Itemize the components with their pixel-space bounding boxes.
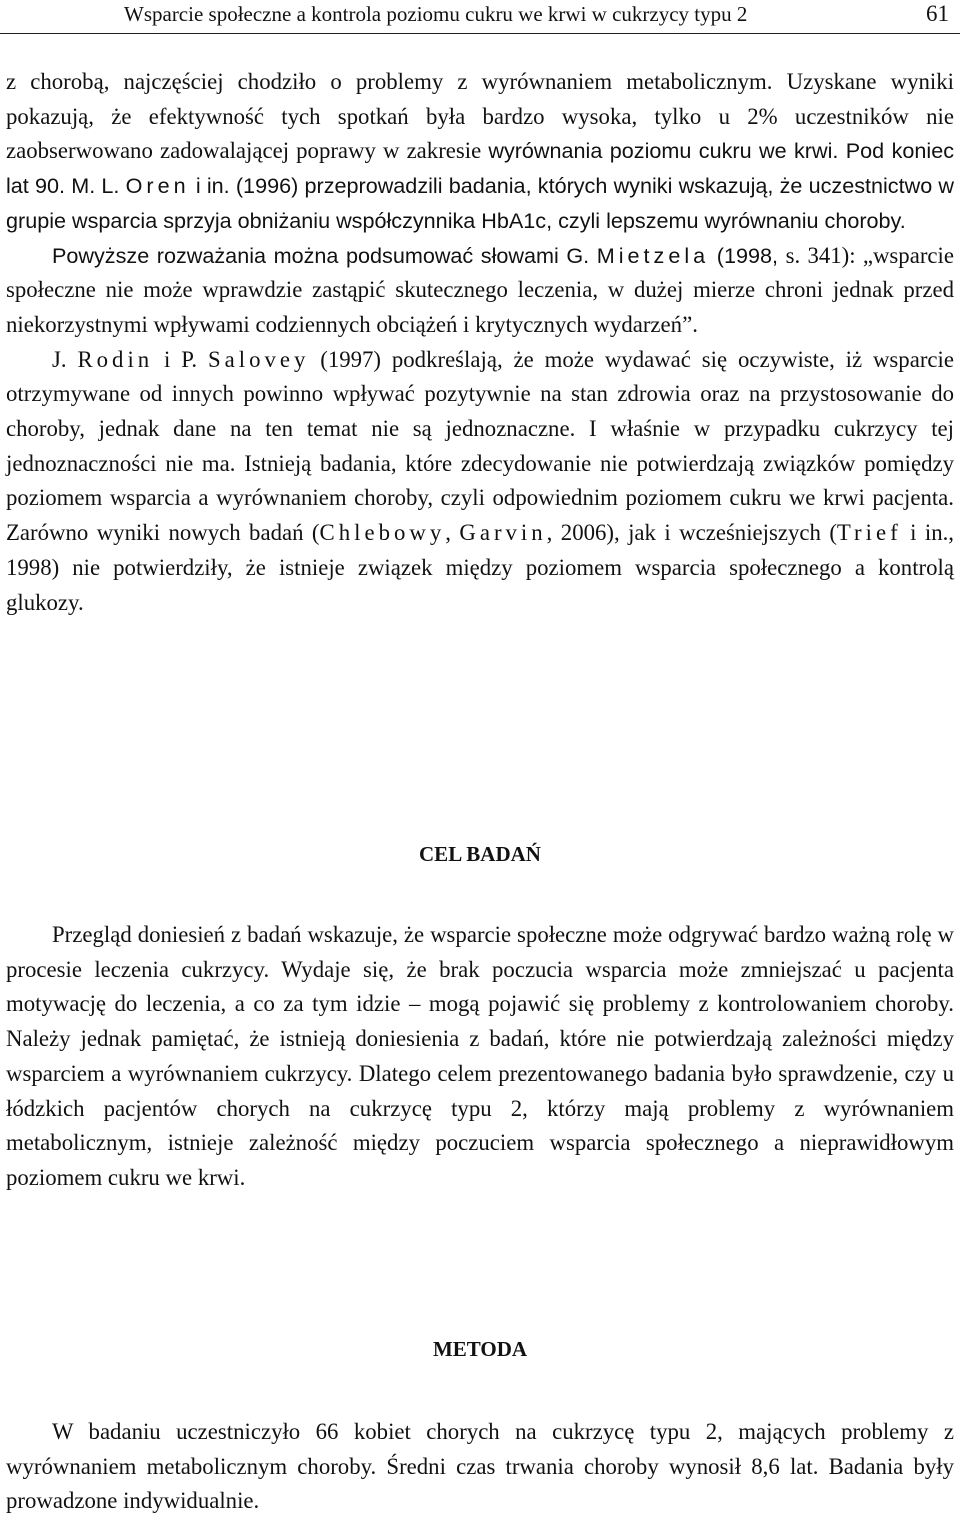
- method-section: [6, 1415, 954, 1519]
- text-run: z chorobą, najczęściej chodziło o problemy z wyrównaniem metabolicznym. Uzyskane wyniki pokazują, że efektywność tych spotkań była bardzo wysoka, tylko u 2% uczestników nie zaobserwowano zadowalającej poprawy w zakresie: [6, 69, 954, 164]
- goal-section: [6, 918, 954, 1196]
- literature-review-section: [6, 65, 954, 620]
- paragraph-rodin-salovey: [6, 343, 954, 621]
- paragraph-method: W badaniu uczestniczyło 66 kobiet chorych na cukrzycę typu 2, mających problemy z wyrównaniem metabolicznym choroby. Średni czas trwania choroby wynosił 8,6 lat. Badania były prowadzone indywidualnie.: [6, 1419, 954, 1514]
- text-run: ,: [445, 520, 460, 546]
- section-heading-method: METODA: [432, 1337, 528, 1361]
- paragraph-goal: Przegląd doniesień z badań wskazuje, że wsparcie społeczne może odgrywać bardzo ważną rolę w procesie leczenia cukrzycy. Wydaje się, że brak poczucia wsparcia może zmniejszać u pacjenta motywację do leczenia, a co za tym idzie – mogą pojawić się problemy z kontrolowaniem choroby. Należy jednak pamiętać, że istnieją doniesienia z badań, które nie potwierdzają zależności między wsparciem a wyrównaniem cukrzycy. Dlatego celem prezentowanego badania było sprawdzenie, czy u łódzkich pacjentów chorych na cukrzycę typu 2, którzy mają problemy z wyrównaniem metabolicznym, istnieje zależność między poczuciem wsparcia społecznego a nieprawidłowym poziomem cukru we krwi.: [6, 922, 954, 1190]
- running-title: Wsparcie społeczne a kontrola poziomu cukru we krwi w cukrzycy typu 2: [124, 2, 748, 26]
- author-name: Mietzela: [596, 242, 710, 268]
- text-run: (1998,: [709, 242, 786, 268]
- paragraph-mietzel: [6, 239, 954, 343]
- paragraph-oren: [6, 65, 954, 239]
- text-run: i in. (1996) przeprowadzili badania, których wyniki wskazują, że uczestnictwo w grupie wsparcia sprzyja obniżaniu współczynnika HbA1c, czyli lepszemu wyrównaniu choroby.: [6, 173, 954, 233]
- author-name: Chlebowy: [319, 520, 446, 546]
- author-name: Garvin: [459, 520, 547, 546]
- text-run: Powyższe rozważania można podsumować słowami G.: [52, 242, 597, 268]
- author-name: Trief: [836, 520, 902, 546]
- text-run: s. 341): „wsparcie społeczne nie może wprawdzie zastąpić skutecznego leczenia, w dużej mierze chroni jednak przed niekorzystnymi wpływami codziennych obciążeń i krytycznych wydarzeń”.: [6, 242, 954, 337]
- author-name: Salovey: [207, 346, 310, 372]
- text-run: i P.: [153, 346, 208, 372]
- text-run: wyrównania poziomu cukru we krwi. Pod koniec lat 90. M. L.: [6, 138, 955, 199]
- text-run: , 2006), jak i wcześniejszych (: [546, 520, 837, 546]
- text-run: i in., 1998) nie potwierdziły, że istnieje związek między poziomem wsparcia społecznego a kontrolą glukozy.: [6, 520, 954, 615]
- author-name: Rodin: [77, 346, 154, 372]
- author-name: Oren: [125, 173, 190, 199]
- page-number: 61: [926, 1, 949, 26]
- text-run: J.: [52, 346, 78, 372]
- text-run: (1997) podkreślają, że może wydawać się oczywiste, iż wsparcie otrzymywane od innych powinno wpływać pozytywnie na stan zdrowia oraz na przystosowanie do choroby, jednak dane na ten temat nie są jednoznaczne. I właśnie w przypadku cukrzycy tej jednoznaczności nie ma. Istnieją badania, które zdecydowanie nie potwierdzają związków pomiędzy poziomem wsparcia a wyrównaniem choroby, czyli odpowiednim poziomem cukru we krwi pacjenta. Zarówno wyniki nowych badań (: [6, 346, 954, 546]
- running-header: [0, 0, 960, 34]
- section-heading-goal: CEL BADAŃ: [419, 842, 541, 866]
